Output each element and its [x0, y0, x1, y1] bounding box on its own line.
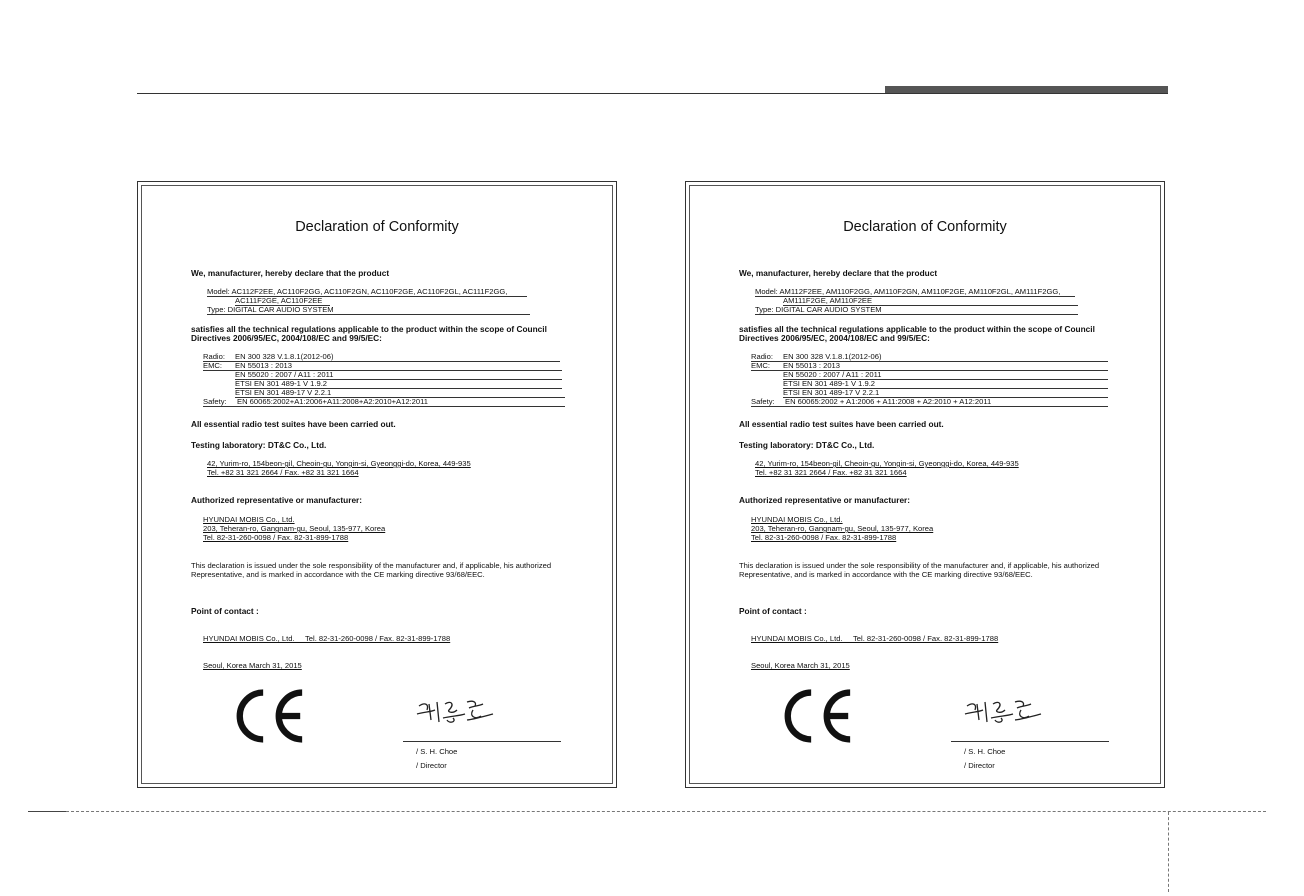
emc-standard: EN 55013 : 2013 [783, 361, 840, 370]
emc-standard: ETSI EN 301 489-1 V 1.9.2 [783, 379, 876, 388]
footer-rule [28, 811, 66, 812]
signatory-name: / S. H. Choe [964, 747, 1006, 756]
declaration-text-cont: Representative, and is marked in accordance with the CE marking directive 93/68/EEC. [739, 570, 1033, 579]
rep-name: HYUNDAI MOBIS Co., Ltd. [751, 515, 843, 524]
signature-image [413, 692, 495, 726]
model-line-cont: AC111F2GE, AC110F2EE [235, 296, 323, 305]
auth-rep-heading: Authorized representative or manufacturer: [739, 495, 911, 505]
satisfies-text: satisfies all the technical regulations applicable to the product within the scope of Council [739, 324, 1095, 334]
signatory-position: / Director [416, 761, 447, 770]
emc-standard: ETSI EN 301 489-17 V 2.2.1 [235, 388, 332, 397]
certificate-right [685, 181, 1165, 788]
certificate-left [137, 181, 617, 788]
intro-text: We, manufacturer, hereby declare that the product [191, 268, 390, 278]
lab-address: 42, Yurim-ro, 154beon-gil, Cheoin-gu, Yongin-si, Gyeonggi-do, Korea, 449-935 [207, 459, 471, 468]
testing-lab: Testing laboratory: DT&C Co., Ltd. [739, 440, 875, 450]
contact-line: HYUNDAI MOBIS Co., Ltd. Tel. 82-31-260-0098 / Fax. 82-31-899-1788 [203, 634, 451, 643]
ce-mark-icon [230, 687, 308, 745]
signature-line [951, 741, 1109, 742]
signatory-name: / S. H. Choe [416, 747, 458, 756]
radio-label: Radio: [751, 352, 773, 361]
radio-label: Radio: [203, 352, 225, 361]
emc-standard: ETSI EN 301 489-1 V 1.9.2 [235, 379, 328, 388]
type-line: Type: DIGITAL CAR AUDIO SYSTEM [207, 305, 334, 314]
signature-line [403, 741, 561, 742]
point-of-contact: Point of contact : [739, 606, 807, 616]
radio-standard: EN 300 328 V.1.8.1(2012-06) [235, 352, 334, 361]
rep-tel: Tel. 82-31-260-0098 / Fax. 82-31-899-1788 [751, 533, 897, 542]
lab-tel: Tel. +82 31 321 2664 / Fax. +82 31 321 1664 [755, 468, 907, 477]
directives-text: Directives 2006/95/EC, 2004/108/EC and 99/5/EC: [191, 333, 382, 343]
document-title: Declaration of Conformity [843, 219, 1007, 235]
emc-standard: EN 55020 : 2007 / A11 : 2011 [235, 370, 334, 379]
essential-text: All essential radio test suites have been carried out. [191, 419, 396, 429]
safety-label: Safety: [203, 397, 227, 406]
type-line: Type: DIGITAL CAR AUDIO SYSTEM [755, 305, 882, 314]
rep-address: 203, Teheran-ro, Gangnam-gu, Seoul, 135-977, Korea [751, 524, 934, 533]
rep-address: 203, Teheran-ro, Gangnam-gu, Seoul, 135-977, Korea [203, 524, 386, 533]
model-line: Model: AC112F2EE, AC110F2GG, AC110F2GN, AC110F2GE, AC110F2GL, AC111F2GG, [207, 287, 508, 296]
header-accent-bar [885, 86, 1168, 93]
testing-lab: Testing laboratory: DT&C Co., Ltd. [191, 440, 327, 450]
model-line: Model: AM112F2EE, AM110F2GG, AM110F2GN, AM110F2GE, AM110F2GL, AM111F2GG, [755, 287, 1061, 296]
lab-tel: Tel. +82 31 321 2664 / Fax. +82 31 321 1664 [207, 468, 359, 477]
emc-label: EMC: [203, 361, 222, 370]
emc-standard: EN 55013 : 2013 [235, 361, 292, 370]
document-title: Declaration of Conformity [295, 219, 459, 235]
auth-rep-heading: Authorized representative or manufacturer: [191, 495, 363, 505]
intro-text: We, manufacturer, hereby declare that the product [739, 268, 938, 278]
signatory-position: / Director [964, 761, 995, 770]
footer-dashed-rule [66, 811, 1266, 812]
contact-line: HYUNDAI MOBIS Co., Ltd. Tel. 82-31-260-0098 / Fax. 82-31-899-1788 [751, 634, 999, 643]
satisfies-text: satisfies all the technical regulations applicable to the product within the scope of Council [191, 324, 547, 334]
footer-vertical-dashed-rule [1168, 812, 1169, 892]
rep-tel: Tel. 82-31-260-0098 / Fax. 82-31-899-1788 [203, 533, 349, 542]
declaration-text: This declaration is issued under the sole responsibility of the manufacturer and, if applicable, his authorized [191, 561, 552, 570]
emc-label: EMC: [751, 361, 770, 370]
safety-label: Safety: [751, 397, 775, 406]
declaration-text: This declaration is issued under the sole responsibility of the manufacturer and, if applicable, his authorized [739, 561, 1100, 570]
directives-text: Directives 2006/95/EC, 2004/108/EC and 99/5/EC: [739, 333, 930, 343]
declaration-text-cont: Representative, and is marked in accordance with the CE marking directive 93/68/EEC. [191, 570, 485, 579]
radio-standard: EN 300 328 V.1.8.1(2012-06) [783, 352, 882, 361]
place-date: Seoul, Korea March 31, 2015 [203, 661, 302, 670]
essential-text: All essential radio test suites have been carried out. [739, 419, 944, 429]
place-date: Seoul, Korea March 31, 2015 [751, 661, 850, 670]
rep-name: HYUNDAI MOBIS Co., Ltd. [203, 515, 295, 524]
safety-standard: EN 60065:2002 + A1:2006 + A11:2008 + A2:2010 + A12:2011 [785, 397, 992, 406]
point-of-contact: Point of contact : [191, 606, 259, 616]
lab-address: 42, Yurim-ro, 154beon-gil, Cheoin-gu, Yongin-si, Gyeonggi-do, Korea, 449-935 [755, 459, 1019, 468]
safety-standard: EN 60065:2002+A1:2006+A11:2008+A2:2010+A12:2011 [237, 397, 428, 406]
header-rule [137, 93, 1168, 94]
emc-standard: EN 55020 : 2007 / A11 : 2011 [783, 370, 882, 379]
emc-standard: ETSI EN 301 489-17 V 2.2.1 [783, 388, 880, 397]
model-line-cont: AM111F2GE, AM110F2EE [783, 296, 873, 305]
ce-mark-icon [778, 687, 856, 745]
signature-image [961, 692, 1043, 726]
